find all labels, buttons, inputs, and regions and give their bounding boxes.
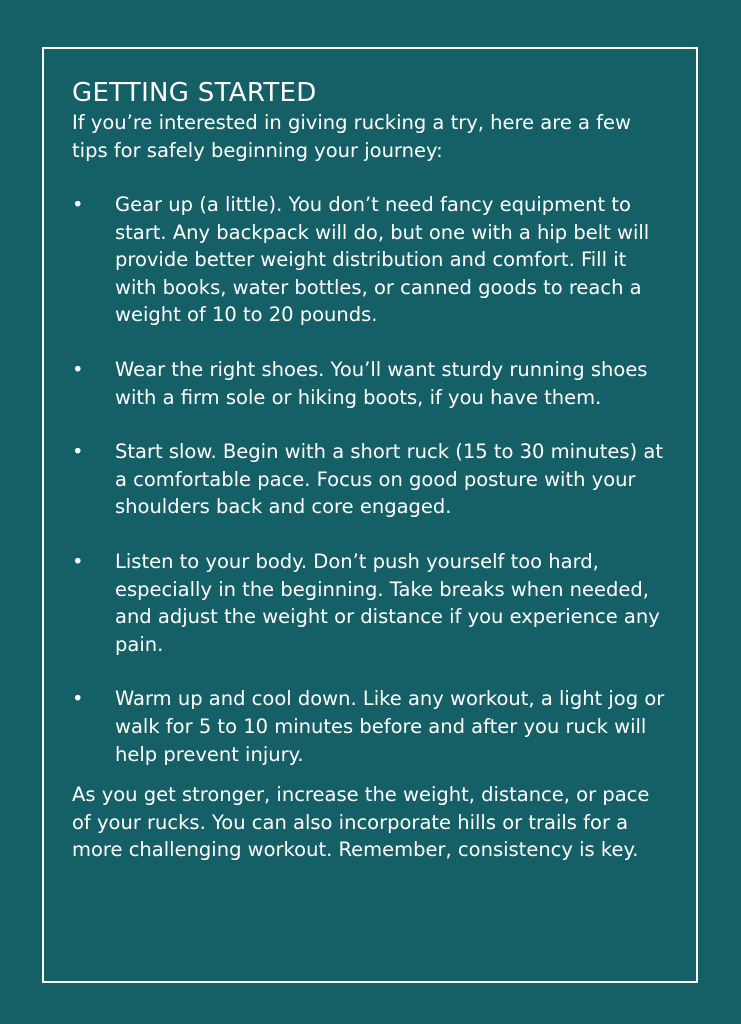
bullet-icon: • xyxy=(72,440,84,464)
tip-text: Start slow. Begin with a short ruck (15 to 30 minutes) at a comfortable pace. Focus on good posture with your shoulders back and core engaged. xyxy=(115,440,663,519)
tip-text: Wear the right shoes. You’ll want sturdy running shoes with a firm sole or hiking boots, if you have them. xyxy=(115,357,648,409)
intro-paragraph: If you’re interested in giving rucking a try, here are a few tips for safely beginning your journey: xyxy=(72,111,631,162)
list-item xyxy=(72,191,672,329)
list-item xyxy=(72,685,672,768)
section-title: GETTING STARTED xyxy=(72,78,317,108)
list-item xyxy=(72,438,672,521)
bullet-icon: • xyxy=(72,687,84,711)
list-item xyxy=(72,548,672,658)
card-content xyxy=(72,78,672,864)
bullet-icon: • xyxy=(72,193,84,216)
bullet-icon: • xyxy=(72,357,84,381)
tip-text: Listen to your body. Don’t push yourself too hard, especially in the beginning. Take breaks when needed, and adjust the weight or distance if you experience any pain. xyxy=(115,549,660,656)
list-item xyxy=(72,356,672,411)
tip-text: Gear up (a little). You don’t need fancy equipment to start. Any backpack will do, but one with a hip belt will provide better weight distribution and comfort. Fill it with books, water bottles, or canned goods to reach a weight of 10 to 20 pounds. xyxy=(115,193,650,327)
tip-text: Warm up and cool down. Like any workout, a light jog or walk for 5 to 10 minutes before and after you ruck will help prevent injury. xyxy=(115,687,665,766)
bullet-icon: • xyxy=(72,549,84,573)
tips-list xyxy=(72,191,672,768)
closing-paragraph: As you get stronger, increase the weight, distance, or pace of your rucks. You can also incorporate hills or trails for a more challenging workout. Remember, consistency is key. xyxy=(72,783,650,862)
